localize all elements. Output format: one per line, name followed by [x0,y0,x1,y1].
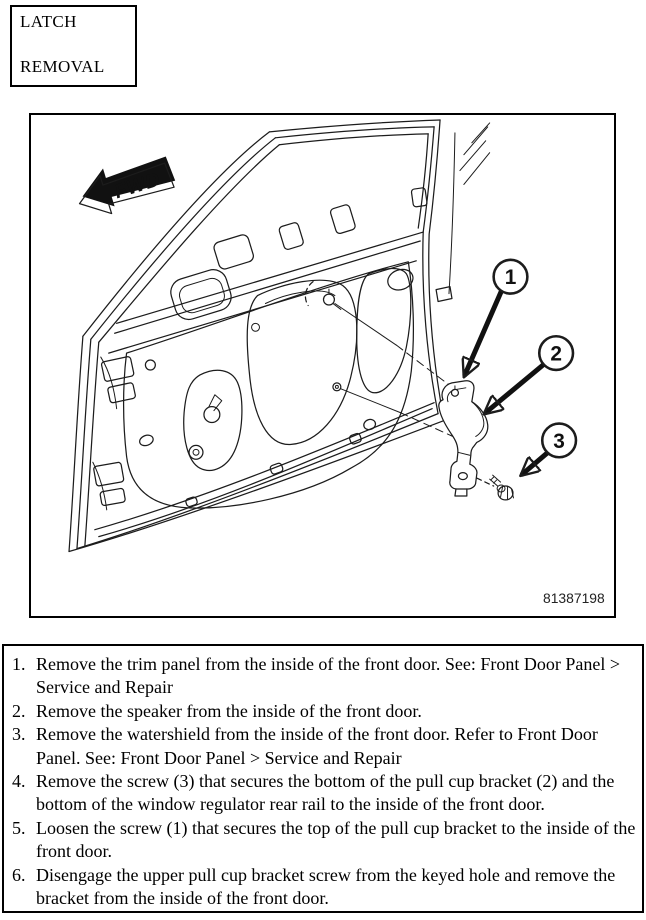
callout-1 [494,260,528,294]
instruction-step [12,864,636,911]
figure-box [29,113,616,618]
step-text: Loosen the screw (1) that secures the top of the pull cup bracket to the inside of the front door. [36,817,636,862]
instruction-step [12,770,636,817]
keyed-hole-screw [305,282,340,310]
callout-3-number: 3 [553,429,565,453]
section-title-line2: REMOVAL [20,57,105,76]
step-text: Remove the trim panel from the inside of the front door. See: Front Door Panel > Service and Repair [36,654,621,698]
instruction-step [12,653,636,700]
section-title-line1: LATCH [20,12,77,31]
section-title-box [10,5,137,87]
step-text: Remove the watershield from the inside of the front door. Refer to Front Door Panel. See: Front Door Panel > Service and Repair [36,724,598,768]
pull-cup-bracket [439,381,488,496]
step-number: 3. [12,724,26,745]
instructions-box [2,644,644,913]
step-text: Remove the speaker from the inside of the front door. [36,700,422,721]
step-number: 1. [12,654,26,674]
bracket-screw [477,475,514,500]
step-number: 5. [12,817,26,838]
step-number: 4. [12,771,26,792]
fwd-label: FWD [111,168,163,204]
step-text: Disengage the upper pull cup bracket screw from the keyed hole and remove the bracket from the inside of the front door. [36,864,616,909]
fwd-arrow [72,149,179,221]
callout-2-number: 2 [550,342,562,366]
figure-number: 81387198 [543,590,605,607]
instruction-step [12,700,636,723]
callout-3 [542,424,576,458]
callout-1-number: 1 [504,266,517,290]
step-text: Remove the screw (3) that secures the bottom of the pull cup bracket (2) and the bottom of the window regulator rear rail to the inside of the front door. [36,771,615,815]
callout-arrows [465,291,549,475]
step-number: 6. [12,864,26,885]
door-diagram [31,115,614,616]
step-number: 2. [12,700,26,721]
instruction-step [12,817,636,864]
callout-2 [539,336,573,370]
instruction-step [12,723,636,770]
